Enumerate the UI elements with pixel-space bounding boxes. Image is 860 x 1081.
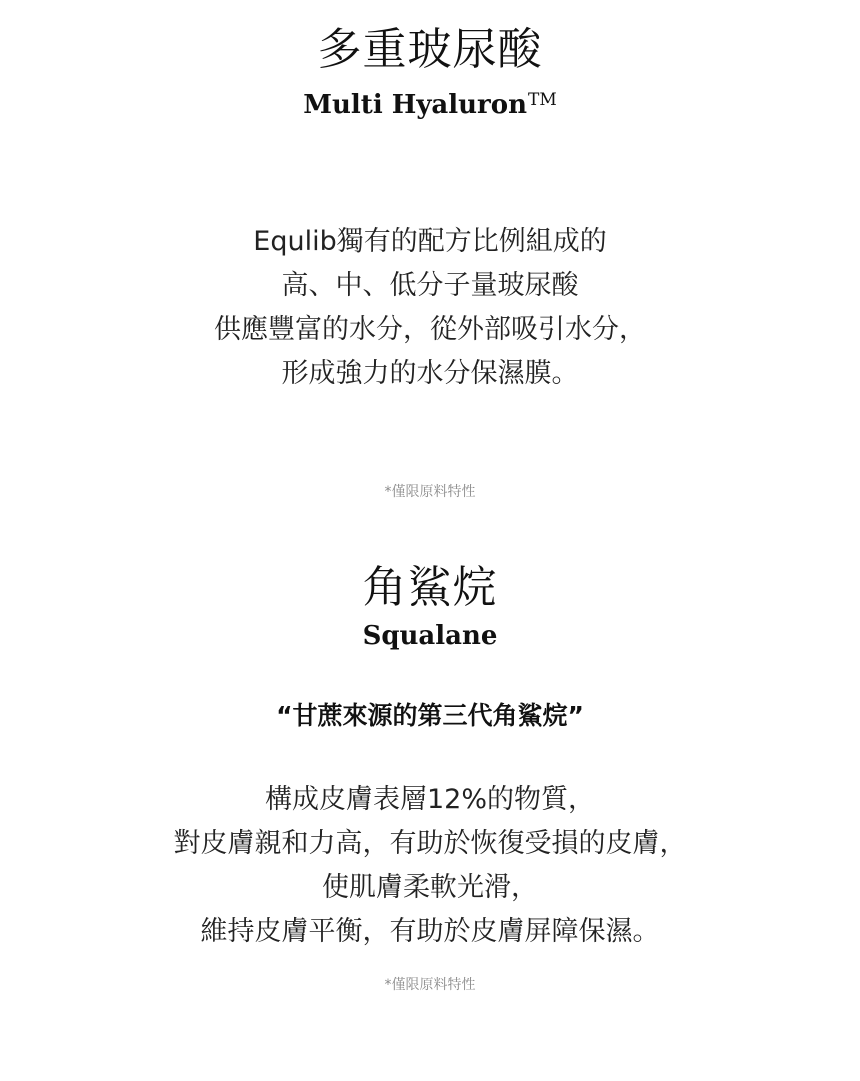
hyaluron-title-en: Multi Hyaluron [303,90,527,120]
squalane-title-en: Squalane [362,621,498,651]
hyaluron-title-zh: 多重玻尿酸 [317,24,543,75]
hyaluron-desc-line-4: 形成強力的水分保濕膜。 [281,358,579,389]
hyaluron-description [0,220,860,396]
hyaluron-desc-line-2: 高、中、低分子量玻尿酸 [281,270,579,301]
squalane-desc-line-3: 使肌膚柔軟光滑， [322,872,538,903]
squalane-desc-line-1: 構成皮膚表層12%的物質， [264,784,595,815]
trademark-mark: TM [528,90,557,110]
squalane-title-zh: 角鯊烷 [362,562,498,613]
hyaluron-desc-line-1: Equlib獨有的配方比例組成的 [253,226,607,257]
squalane-description [0,778,860,954]
squalane-quote: “甘蔗來源的第三代角鯊烷” [276,701,584,730]
squalane-desc-line-2: 對皮膚親和力高，有助於恢復受損的皮膚， [173,828,687,859]
hyaluron-note: *僅限原料特性 [384,484,476,500]
squalane-note: *僅限原料特性 [384,977,476,993]
hyaluron-desc-line-3: 供應豐富的水分，從外部吸引水分， [214,314,646,345]
hyaluron-title-en-wrap [0,84,860,121]
squalane-desc-line-4: 維持皮膚平衡，有助於皮膚屏障保濕。 [200,916,660,947]
